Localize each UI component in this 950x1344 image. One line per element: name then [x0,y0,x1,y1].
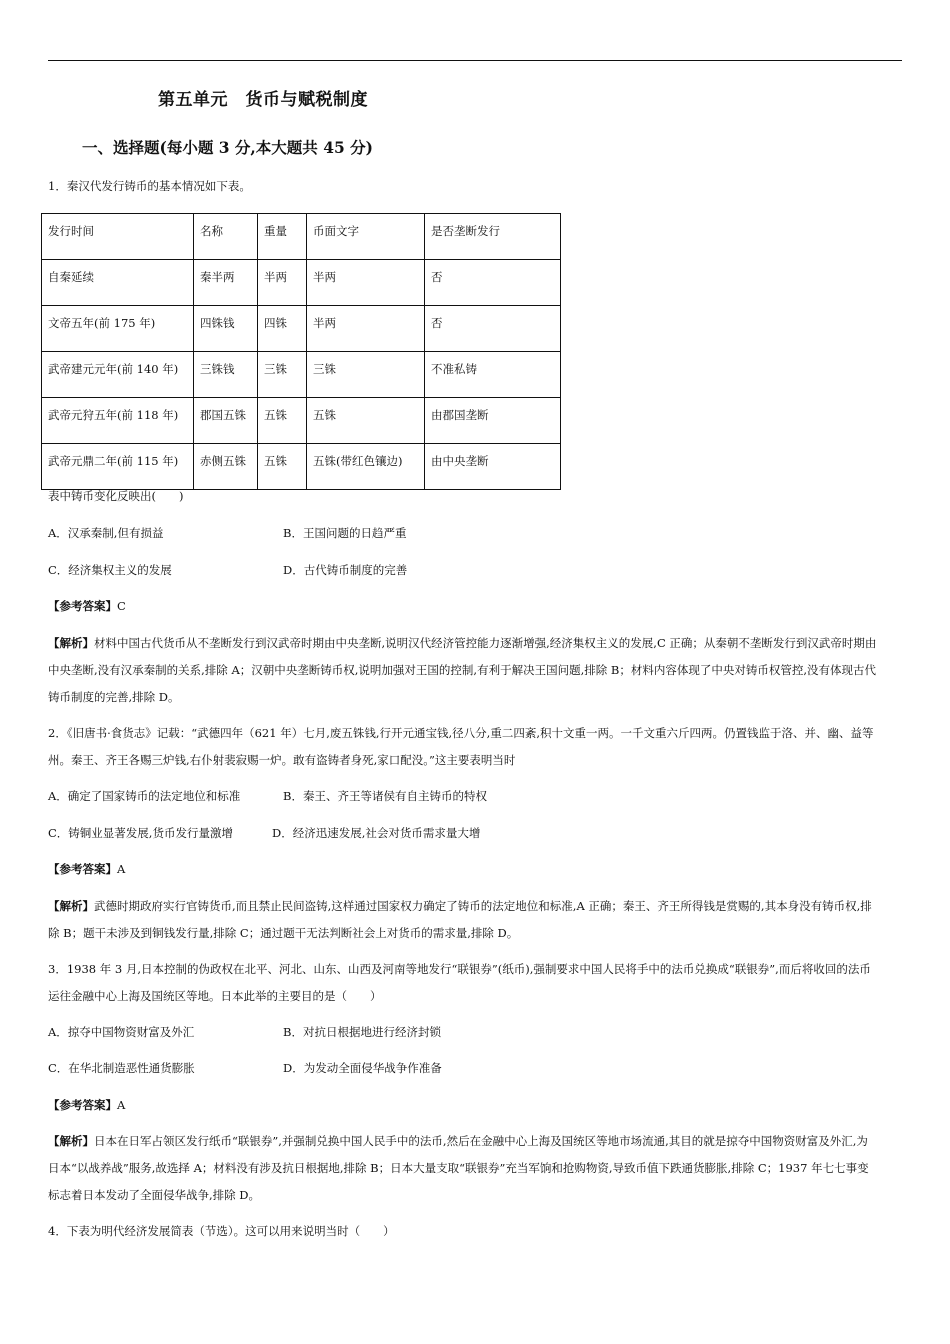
q2-option-c: C．铸铜业显著发展,货币发行量激增 [48,826,233,840]
q2-option-d: D．经济迅速发展,社会对货币需求量大增 [272,826,481,840]
answer-label: 【参考答案】 [48,599,117,613]
analysis-label: 【解析】 [48,636,94,650]
analysis-text: 武德时期政府实行官铸货币,而且禁止民间盗铸,这样通过国家权力确定了铸币的法定地位和标准,A 正确；秦王、齐王所得钱是赏赐的,其本身没有铸币权,排 [94,899,872,913]
table-cell: 否 [425,306,561,352]
table-cell: 自秦延续 [42,260,194,306]
table-cell: 秦半两 [194,260,258,306]
analysis-text: 日本在日军占领区发行纸币“联银券”,并强制兑换中国人民手中的法币,然后在金融中心上海及国统区等地市场流通,其目的就是掠夺中国物资财富及外汇,为 [94,1134,868,1148]
analysis-text: 材料中国古代货币从不垄断发行到汉武帝时期由中央垄断,说明汉代经济管控能力逐渐增强,经济集权主义的发展,C 正确；从秦朝不垄断发行到汉武帝时期由 [94,636,877,650]
q3-option-d: D．为发动全面侵华战争作准备 [283,1061,442,1075]
answer-label: 【参考答案】 [48,1098,117,1112]
table-cell: 武帝元狩五年(前 118 年) [42,398,194,444]
table-header-cell: 币面文字 [307,214,425,260]
q2-stem-line: 2．《旧唐书·食货志》记载：“武德四年（621 年）七月,废五铢钱,行开元通宝钱,径八分,重二四紊,积十文重一两。一千文重六斤四两。仍置钱监于洛、并、幽、益等 [48,726,874,740]
table-cell: 四铢钱 [194,306,258,352]
table-cell: 半两 [307,306,425,352]
analysis-label: 【解析】 [48,1134,94,1148]
unit-title: 第五单元 货币与赋税制度 [158,90,368,110]
q3-answer [48,1097,904,1113]
table-cell: 由郡国垄断 [425,398,561,444]
q3-analysis-line: 日本“以战养战”服务,故选择 A；材料没有涉及抗日根据地,排除 B；日本大量支取“联银券”充当军饷和抢购物资,导致币值下跌通货膨胀,排除 C；1937 年七七事变 [48,1161,869,1175]
q1-analysis-line: 铸币制度的完善,排除 D。 [48,690,180,704]
q3-option-a: A．掠夺中国物资财富及外汇 [48,1025,195,1039]
q1-option-c: C．经济集权主义的发展 [48,563,172,577]
answer-value: A [117,1098,126,1112]
q4-stem: 4．下表为明代经济发展简表（节选）。这可以用来说明当时（ ） [48,1224,395,1238]
q1-option-d: D．古代铸币制度的完善 [283,563,408,577]
header-rule [48,60,902,61]
q1-analysis-line [48,635,904,651]
table-cell: 五铢 [258,444,307,490]
q2-stem-line: 州。秦王、齐王各赐三炉钱,右仆射裴寂赐一炉。敢有盗铸者身死,家口配没。”这主要表明当时 [48,753,516,767]
table-row [42,444,561,490]
table-cell: 三铢 [307,352,425,398]
table-cell: 文帝五年(前 175 年) [42,306,194,352]
table-cell: 武帝元鼎二年(前 115 年) [42,444,194,490]
table-header-cell: 发行时间 [42,214,194,260]
answer-value: C [117,599,126,613]
q1-analysis-line: 中央垄断,没有汉承秦制的关系,排除 A；汉朝中央垄断铸币权,说明加强对王国的控制,有利于解决王国问题,排除 B；材料内容体现了中央对铸币权管控,没有体现古代 [48,663,876,677]
table-header-cell: 名称 [194,214,258,260]
q1-option-b: B．王国问题的日趋严重 [283,526,407,540]
table-cell: 半两 [307,260,425,306]
table-row [42,352,561,398]
table-row [42,260,561,306]
table-cell: 五铢 [307,398,425,444]
q2-analysis-line [48,898,904,914]
table-row [42,306,561,352]
section-title: 一、选择题(每小题 3 分,本大题共 45 分) [82,138,374,157]
table-cell: 由中央垄断 [425,444,561,490]
table-cell: 赤侧五铢 [194,444,258,490]
q2-option-a: A．确定了国家铸币的法定地位和标准 [48,789,241,803]
q3-option-b: B．对抗日根据地进行经济封锁 [283,1025,441,1039]
table-cell: 三铢 [258,352,307,398]
coin-table [41,213,561,490]
table-cell: 否 [425,260,561,306]
q3-option-c: C．在华北制造恶性通货膨胀 [48,1061,195,1075]
table-header-cell: 是否垄断发行 [425,214,561,260]
table-cell: 武帝建元元年(前 140 年) [42,352,194,398]
table-cell: 郡国五铢 [194,398,258,444]
answer-label: 【参考答案】 [48,862,117,876]
table-row [42,398,561,444]
q1-stem: 1．秦汉代发行铸币的基本情况如下表。 [48,179,251,193]
table-cell: 不准私铸 [425,352,561,398]
q1-question: 表中铸币变化反映出( ) [48,489,184,503]
table-cell: 三铢钱 [194,352,258,398]
q2-analysis-line: 除 B；题干未涉及到铜钱发行量,排除 C；通过题干无法判断社会上对货币的需求量,排除 D。 [48,926,519,940]
answer-value: A [117,862,126,876]
q1-answer [48,598,904,614]
q3-stem-line: 运往金融中心上海及国统区等地。日本此举的主要目的是（ ） [48,989,382,1003]
table-cell: 四铢 [258,306,307,352]
q2-option-b: B．秦王、齐王等诸侯有自主铸币的特权 [283,789,487,803]
q3-analysis-line: 标志着日本发动了全面侵华战争,排除 D。 [48,1188,261,1202]
q1-option-a: A．汉承秦制,但有损益 [48,526,164,540]
table-cell: 半两 [258,260,307,306]
table-header-cell: 重量 [258,214,307,260]
q2-answer [48,861,904,877]
table-cell: 五铢(带红色镶边) [307,444,425,490]
table-cell: 五铢 [258,398,307,444]
q3-stem-line: 3．1938 年 3 月,日本控制的伪政权在北平、河北、山东、山西及河南等地发行“联银券”(纸币),强制要求中国人民将手中的法币兑换成“联银券”,而后将收回的法币 [48,962,871,976]
q3-analysis-line [48,1133,904,1149]
table-header-row [42,214,561,260]
analysis-label: 【解析】 [48,899,94,913]
